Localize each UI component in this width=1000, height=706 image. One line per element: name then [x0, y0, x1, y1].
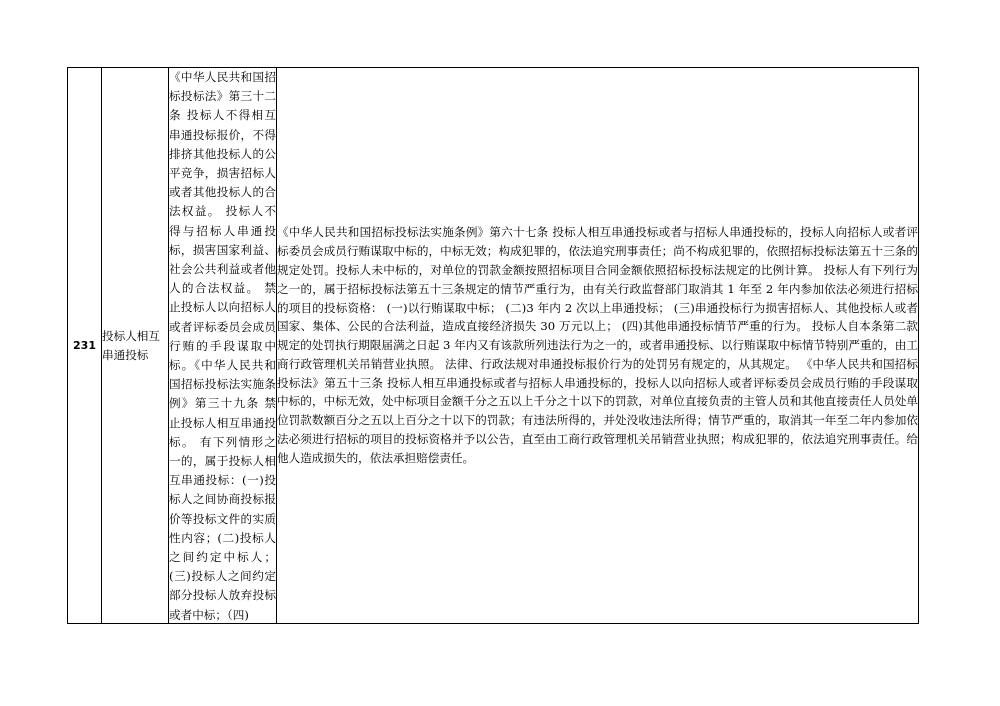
regulation-table [67, 67, 919, 624]
table-row [68, 68, 919, 624]
legal-basis-text: 《中华人民共和国招标投标法》第三十二条 投标人不得相互串通投标报价，不得排挤其他投标人的公平竞争，损害招标人或者其他投标人的合法权益。 投标人不得与招标人串通投标，损害国家利益、社会公共利益或者他人的合法权益。 禁止投标人以向招标人或者评标委员会成员行贿的手段谋取中标。《中华人民共和国招标投标法实施条例》第三十九条 禁止投标人相互串通投标。 有下列情形之一的，属于投标人相互串通投标：(一)投标人之间协商投标报价等投标文件的实质性内容；(二)投标人之间约定中标人；(三)投标人之间约定部分投标人放弃投标或者中标；（四) [169, 70, 276, 622]
row-number: 231 [73, 339, 96, 352]
row-number-cell [68, 68, 102, 624]
penalty-provision-text: 《中华人民共和国招标投标法实施条例》第六十七条 投标人相互串通投标或者与招标人串通投标的，投标人向招标人或者评标委员会成员行贿谋取中标的，中标无效；构成犯罪的，依法追究刑事责任；尚不构成犯罪的，依照招标投标法第五十三条的规定处罚。投标人未中标的，对单位的罚款金额按照招标项目合同金额依照招标投标法规定的比例计算。 投标人有下列行为之一的，属于招标投标法第五十三条规定的情节严重行为，由有关行政监督部门取消其 1 年至 2 年内参加依法必须进行招标的项目的投标资格： (一)以行贿谋取中标； (二)3 年内 2 次以上串通投标； (三)串通投标行为损害招标人、其他投标人或者国家、集体、公民的合法利益，造成直接经济损失 30 万元以上； (四)其他串通投标情节严重的行为。 投标人自本条第二款规定的处罚执行期限届满之日起 3 年内又有该款所列违法行为之一的，或者串通投标、以行贿谋取中标情节特别严重的，由工商行政管理机关吊销营业执照。 法律、行政法规对串通投标报价行为的处罚另有规定的，从其规定。 《中华人民共和国招标投标法》第五十三条 投标人相互串通投标或者与招标人串通投标的，投标人以向招标人或者评标委员会成员行贿的手段谋取中标的，中标无效，处中标项目金额千分之五以上千分之十以下的罚款，对单位直接负责的主管人员和其他直接责任人员处单位罚款数额百分之五以上百分之十以下的罚款；有违法所得的，并处没收违法所得；情节严重的，取消其一年至二年内参加依法必须进行招标的项目的投标资格并予以公告，直至由工商行政管理机关吊销营业执照；构成犯罪的，依法追究刑事责任。给他人造成损失的，依法承担赔偿责任。 [277, 225, 918, 465]
penalty-provision-cell [277, 68, 919, 624]
violation-item: 投标人相互串通投标 [102, 328, 160, 362]
legal-basis-cell [169, 68, 277, 624]
violation-item-cell [102, 68, 169, 624]
